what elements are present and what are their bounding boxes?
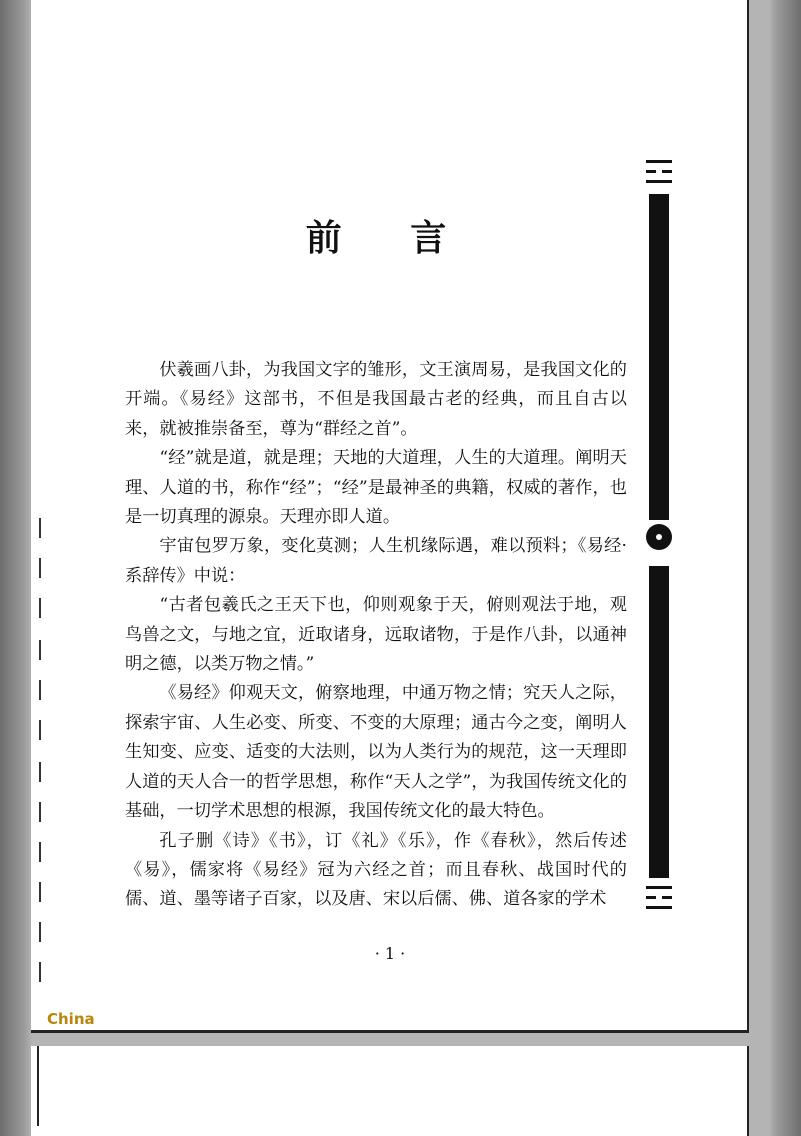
margin-mark xyxy=(39,518,41,538)
paragraph: 孔子删《诗》《书》，订《礼》《乐》，作《春秋》，然后传述《易》，儒家将《易经》冠为六经之首；而且春秋、战国时代的儒、道、墨等诸子百家，以及唐、宋以后儒、佛、道各家的学术 xyxy=(125,830,627,910)
sidebar-bar-lower xyxy=(649,566,669,878)
margin-mark xyxy=(39,802,41,822)
margin-mark xyxy=(39,922,41,942)
page-title: 前 言 xyxy=(305,218,475,259)
trigram-top-icon xyxy=(646,158,672,188)
margin-mark xyxy=(37,1046,39,1126)
next-page-preview xyxy=(31,1046,749,1136)
margin-mark xyxy=(39,640,41,660)
circle-dot-icon xyxy=(646,524,672,550)
margin-mark xyxy=(39,962,41,982)
margin-mark xyxy=(39,720,41,740)
paragraph: “古者包羲氏之王天下也，仰则观象于天，俯则观法于地，观鸟兽之文，与地之宜，近取诸身，远取诸物，于是作八卦，以通神明之德，以类万物之情。” xyxy=(125,595,627,675)
paragraph: 伏羲画八卦，为我国文字的雏形，文王演周易，是我国文化的开端。《易经》这部书，不但是我国最古老的经典，而且自古以来，就被推崇备至，尊为“群经之首”。 xyxy=(125,360,627,439)
sidebar-bar-upper xyxy=(649,194,669,520)
paragraph: “经”就是道，就是理；天地的大道理，人生的大道理。阐明天理、人道的书，称作“经”；“经”是最神圣的典籍，权威的著作，也是一切真理的源泉。天理亦即人道。 xyxy=(125,448,627,528)
page-number: · 1 · xyxy=(374,944,406,963)
margin-mark xyxy=(39,680,41,700)
watermark-logo: China xyxy=(47,1010,95,1028)
margin-mark xyxy=(39,762,41,782)
margin-mark xyxy=(39,598,41,618)
margin-mark xyxy=(39,558,41,578)
body-text xyxy=(125,356,627,915)
trigram-bottom-icon xyxy=(646,884,672,914)
margin-mark xyxy=(39,842,41,862)
paragraph: 宇宙包罗万象，变化莫测；人生机缘际遇，难以预料；《易经·系辞传》中说： xyxy=(125,536,627,586)
margin-mark xyxy=(39,882,41,902)
paragraph: 《易经》仰观天文，俯察地理，中通万物之情；究天人之际，探索宇宙、人生必变、所变、不变的大原理；通古今之变，阐明人生知变、应变、适变的大法则，以为人类行为的规范，这一天理即人道的天人合一的哲学思想，称作“天人之学”，为我国传统文化的基础，一切学术思想的根源，我国传统文化的最大特色。 xyxy=(125,683,627,822)
document-page xyxy=(31,0,749,1033)
decorative-sidebar xyxy=(646,0,672,1033)
